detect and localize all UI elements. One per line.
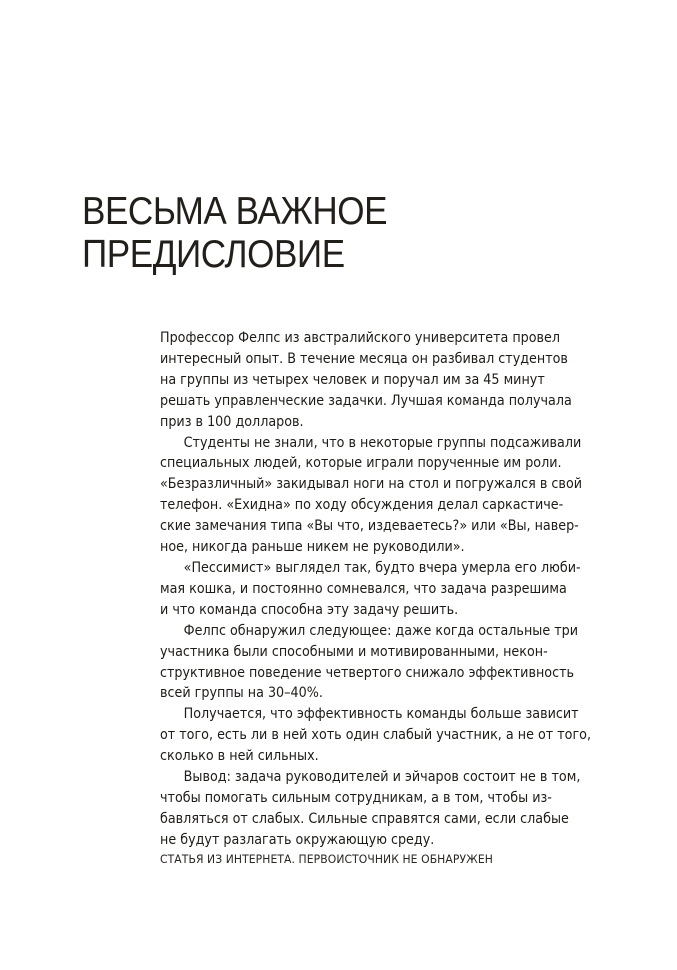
- body-line: специальных людей, которые играли порученные им роли.: [160, 455, 562, 472]
- body-line: Получается, что эффективность команды больше зависит: [183, 706, 579, 723]
- body-line: и что команда способна эту задачу решить.: [160, 601, 459, 618]
- body-line: всей группы на 30–40%.: [160, 685, 323, 702]
- chapter-title-line-2: ПРЕДИСЛОВИЕ: [82, 233, 345, 276]
- body-line: ские замечания типа «Вы что, издеваетесь?» или «Вы, навер-: [160, 518, 579, 535]
- body-line: от того, есть ли в ней хоть один слабый участник, а не от того,: [160, 727, 591, 744]
- body-line: Студенты не знали, что в некоторые группы подсаживали: [183, 434, 582, 451]
- chapter-title: [82, 190, 478, 276]
- body-line: на группы из четырех человек и поручал им за 45 минут: [160, 371, 545, 388]
- chapter-title-line-1: ВЕСЬМА ВАЖНОЕ: [82, 190, 388, 233]
- body-line: чтобы помогать сильным сотрудникам, а в том, чтобы из-: [160, 789, 552, 806]
- body-line: приз в 100 долларов.: [160, 413, 304, 430]
- body-line: «Пессимист» выглядел так, будто вчера умерла его люби-: [183, 559, 581, 576]
- body-line: ное, никогда раньше никем не руководили».: [160, 539, 465, 556]
- body-line: Профессор Фелпс из австралийского университета провел: [160, 330, 561, 346]
- source-note: СТАТЬЯ ИЗ ИНТЕРНЕТА. ПЕРВОИСТОЧНИК НЕ ОБНАРУЖЕН: [160, 852, 493, 866]
- body-line: интересный опыт. В течение месяца он разбивал студентов: [160, 350, 568, 367]
- body-line: бавляться от слабых. Сильные справятся сами, если слабые: [160, 810, 569, 827]
- body-line: Вывод: задача руководителей и эйчаров состоит не в том,: [183, 769, 581, 786]
- body-line: структивное поведение четвертого снижало эффективность: [160, 664, 575, 681]
- body-line: решать управленческие задачки. Лучшая команда получала: [160, 392, 572, 409]
- body-line: сколько в ней сильных.: [160, 748, 319, 765]
- body-line: телефон. «Ехидна» по ходу обсуждения делал саркастиче-: [160, 497, 564, 514]
- article-body: [160, 328, 591, 851]
- body-line: мая кошка, и постоянно сомневался, что задача разрешима: [160, 580, 567, 597]
- body-line: участника были способными и мотивированными, некон-: [160, 643, 548, 660]
- body-line: не будут разлагать окружающую среду.: [160, 831, 435, 848]
- body-line: Фелпс обнаружил следующее: даже когда остальные три: [183, 622, 579, 639]
- body-line: «Безразличный» закидывал ноги на стол и погружался в свой: [160, 476, 583, 493]
